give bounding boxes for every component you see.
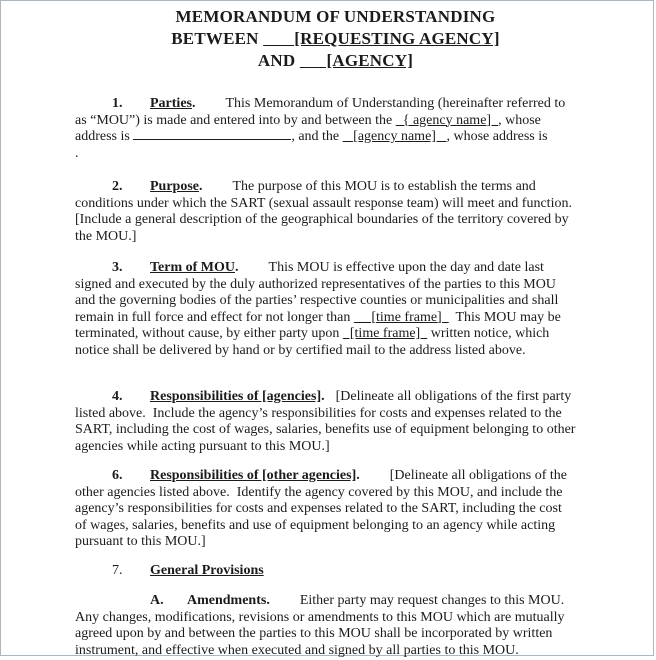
section-3-term-of-mou — [75, 260, 596, 359]
text-run: Amendments. — [187, 593, 270, 608]
text-run: [agency name] — [342, 129, 447, 144]
text-line — [75, 326, 596, 343]
text-line — [75, 96, 596, 113]
text-line — [75, 129, 596, 146]
text-line — [75, 643, 596, 660]
text-run: listed above. Include the agency’s responsibilities for costs and expenses related to the — [75, 405, 562, 421]
text-run: agency’s responsibilities for costs and expenses related to the SART, including the cost — [75, 501, 562, 516]
text-run: BETWEEN — [171, 29, 259, 48]
text-run: terminated, without cause, by either party upon — [75, 326, 343, 341]
text-run: the MOU.] — [75, 228, 137, 244]
text-line — [75, 50, 596, 72]
text-line — [75, 113, 596, 130]
text-run: [REQUESTING AGENCY] — [263, 29, 500, 48]
text-run: [Delineate all obligations of the first party — [335, 389, 572, 404]
text-run: agreed upon by and between the parties to this MOU shall be incorporated by written — [75, 626, 553, 641]
text-line — [75, 563, 596, 580]
text-line — [75, 196, 596, 213]
text-run: Parties — [150, 96, 192, 111]
text-run: other agencies listed above. Identify the agency covered by this MOU, and include the — [75, 484, 563, 500]
text-run: [Include a general description of the geographical boundaries of the territory covered by — [75, 212, 569, 227]
text-line — [75, 260, 596, 277]
text-run: agencies while acting pursuant to this MOU.] — [75, 438, 330, 454]
text-run: The purpose of this MOU is to establish the terms and — [232, 179, 536, 194]
section-1-parties — [75, 96, 596, 162]
text-run: Either party may request changes to this MOU. — [299, 593, 565, 608]
text-line — [75, 343, 596, 360]
text-run: as “MOU”) is made and entered into by and between the — [75, 112, 396, 128]
text-run: { agency name] — [395, 112, 499, 128]
text-run: MEMORANDUM OF UNDERSTANDING — [175, 7, 496, 26]
text-line — [75, 626, 596, 643]
blank-lg — [133, 139, 291, 140]
sec-num: 2. — [112, 179, 123, 194]
sec-num: 7. — [112, 562, 123, 578]
text-line — [75, 310, 596, 327]
sec-num: 3. — [112, 260, 123, 275]
text-line — [75, 501, 596, 518]
text-line — [75, 593, 596, 610]
text-run: . — [75, 145, 79, 161]
sec-num: 1. — [112, 96, 123, 111]
text-line — [75, 277, 596, 294]
text-run: This MOU is effective upon the day and date last — [268, 260, 544, 275]
text-run: . — [235, 260, 239, 275]
text-run: SART, including the cost of wages, salaries, benefits use of equipment belonging to other — [75, 422, 576, 437]
text-run: . — [199, 179, 203, 194]
text-run: remain in full force and effect for not longer than — [75, 309, 354, 325]
text-run: General Provisions — [150, 562, 264, 578]
text-run: address is — [75, 129, 134, 144]
text-run: , whose address is — [446, 129, 548, 144]
text-run: instrument, and effective when executed and signed by all parties to this MOU. — [75, 642, 519, 658]
text-run: notice shall be delivered by hand or by certified mail to the address listed above. — [75, 342, 526, 358]
text-run: , and the — [291, 129, 343, 144]
text-run: AND — [257, 51, 296, 70]
sec-num: 4. — [112, 389, 123, 404]
text-run: Any changes, modifications, revisions or amendments to this MOU which are mutually — [75, 609, 565, 625]
text-run: [AGENCY] — [299, 51, 414, 70]
text-line — [75, 485, 596, 502]
section-2-purpose — [75, 179, 596, 245]
text-line — [75, 518, 596, 535]
text-line — [75, 293, 596, 310]
text-run: written notice, which — [427, 326, 550, 341]
sec-num: 6. — [112, 468, 123, 483]
text-line — [75, 534, 596, 551]
text-run: Term of MOU — [150, 260, 236, 275]
text-line — [75, 468, 596, 485]
text-run: . — [356, 468, 360, 483]
text-line — [75, 146, 596, 163]
text-run: pursuant to this MOU.] — [75, 534, 206, 549]
section-7-general-provisions — [75, 563, 596, 580]
text-run: , whose — [498, 112, 541, 128]
text-line — [75, 389, 596, 406]
text-run: conditions under which the SART (sexual assault response team) will meet and function. — [75, 195, 572, 211]
text-line — [75, 610, 596, 627]
text-run: . — [191, 96, 196, 111]
text-line — [75, 6, 596, 28]
text-run: Purpose — [150, 179, 199, 194]
text-run: [Delineate all obligations of the — [389, 468, 568, 483]
text-line — [75, 28, 596, 50]
text-run: . — [321, 389, 325, 404]
text-run: This MOU may be — [448, 309, 561, 325]
text-run: signed and executed by the duly authorized representatives of the parties to this MOU — [75, 276, 556, 292]
section-7a-amendments — [75, 593, 596, 659]
text-line — [75, 229, 596, 246]
text-line — [75, 179, 596, 196]
text-run: and the governing bodies of the parties’ respective counties or municipalities and shall — [75, 293, 559, 308]
text-line — [75, 406, 596, 423]
text-run: [time frame] — [342, 326, 428, 341]
text-run: Responsibilities of [agencies] — [150, 389, 322, 404]
text-line — [75, 212, 596, 229]
section-4-responsibilities-agencies — [75, 389, 596, 455]
text-line — [75, 439, 596, 456]
text-run: This Memorandum of Understanding (hereinafter referred to — [225, 96, 566, 111]
text-run: Responsibilities of [other agencies] — [150, 468, 357, 483]
text-run: of wages, salaries, benefits and use of equipment belonging to an agency while acting — [75, 517, 556, 533]
document-title — [75, 6, 596, 72]
sub-num: A. — [150, 593, 164, 608]
text-run: [time frame] — [353, 309, 449, 325]
section-6-responsibilities-other-agencies — [75, 468, 596, 551]
text-line — [75, 422, 596, 439]
